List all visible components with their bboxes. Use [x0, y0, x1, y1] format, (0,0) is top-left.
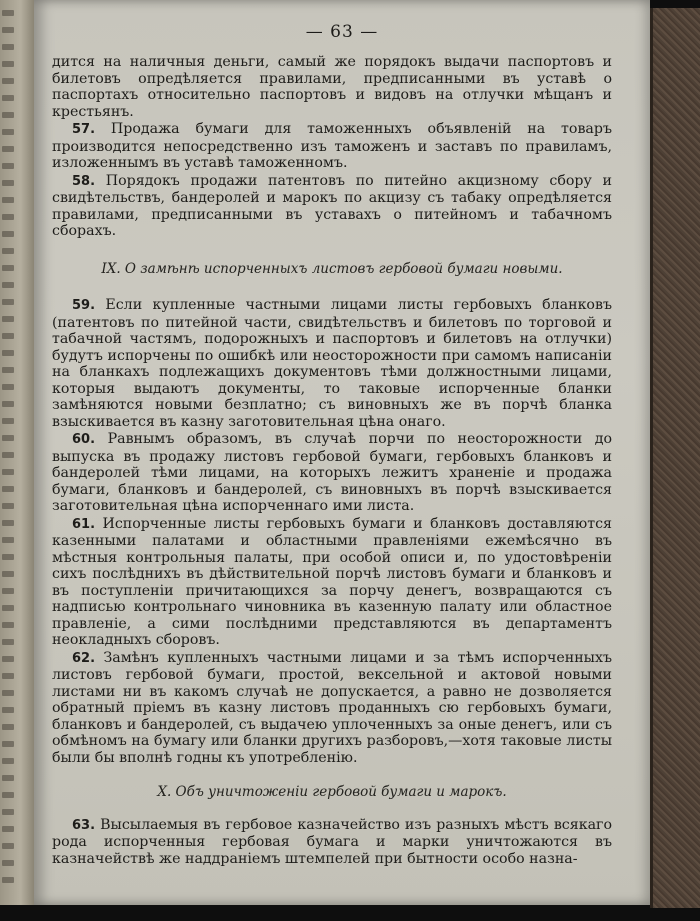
text-fragment — [2, 44, 14, 50]
article-paragraph — [52, 431, 612, 515]
text-fragment — [2, 469, 14, 475]
paragraph-text: дится на наличныя деньги, самый же порядокъ выдачи паспортовъ и билетовъ опредѣляется правилами, предписанными въ уставѣ о паспортахъ относительно паспортовъ и видовъ на отлучки мѣщанъ и крестьянъ. — [52, 54, 612, 120]
page-text — [52, 54, 612, 868]
article-number: 58. — [72, 173, 96, 189]
text-fragment — [2, 350, 14, 356]
text-fragment — [2, 503, 14, 509]
text-fragment — [2, 758, 14, 764]
text-fragment — [2, 163, 14, 169]
book-cover-edge — [650, 8, 700, 908]
article-paragraph — [52, 817, 612, 868]
text-fragment — [2, 435, 14, 441]
text-fragment — [2, 826, 14, 832]
article-number: 60. — [72, 432, 96, 447]
paragraph-text: Равнымъ образомъ, въ случаѣ порчи по неосторожности до выпуска въ продажу листовъ гербовой бумаги, гербовыхъ бланковъ и бандеролей тѣми лицами, на которыхъ лежитъ храненіе и продажа бумаги, бланковъ и бандеролей, съ виновныхъ въ порчѣ взыскивается заготовительная цѣна испорченнаго ими листа. — [52, 431, 613, 514]
text-fragment — [2, 418, 14, 424]
text-fragment — [2, 129, 14, 135]
text-fragment — [2, 248, 14, 254]
article-number: 57. — [72, 122, 96, 137]
text-fragment — [2, 707, 14, 713]
article-number: 59. — [72, 298, 96, 313]
text-fragment — [2, 214, 14, 220]
text-fragment — [2, 673, 14, 679]
text-fragment — [2, 877, 14, 883]
text-fragment — [2, 146, 14, 152]
text-fragment — [2, 639, 14, 645]
section-heading: X. Объ уничтоженіи гербовой бумаги и марокъ. — [157, 784, 507, 800]
article-number: 61. — [72, 516, 96, 532]
article-paragraph — [52, 173, 612, 240]
article-number: 63. — [72, 817, 96, 833]
text-fragment — [2, 61, 14, 67]
text-fragment — [2, 10, 14, 16]
text-fragment — [2, 112, 14, 118]
text-fragment — [2, 78, 14, 84]
article-paragraph — [52, 297, 612, 430]
text-fragment — [2, 197, 14, 203]
text-fragment — [2, 537, 14, 543]
text-fragment — [2, 656, 14, 662]
page-number: — 63 — — [305, 22, 379, 42]
text-fragment — [2, 333, 14, 339]
text-fragment — [2, 588, 14, 594]
text-fragment — [2, 95, 14, 101]
paragraph-text: Порядокъ продажи патентовъ по питейно акцизному сбору и свидѣтельствъ, бандеролей и марокъ по акцизу съ табаку опредѣляется правилами, предписанными въ уставахъ о питейномъ и табачномъ сборахъ. — [52, 172, 612, 239]
text-fragment — [2, 316, 14, 322]
paragraph-text: Высылаемыя въ гербовое казначейство изъ разныхъ мѣстъ всякаго рода испорченныя гербовая бумага и марки уничтожаются въ казначействѣ же наддраніемъ штемпелей при бытности особо назна- — [52, 816, 612, 867]
paragraph-text: Испорченные листы гербовыхъ бумаги и бланковъ доставляются казенными палатами и областными правленіями ежемѣсячно въ мѣстныя контрольныя палаты, при особой описи и, по удостовѣреніи сихъ послѣднихъ въ дѣйствительной порчѣ листовъ бумаги и бланковъ и въ поступленіи причитающихся за порчу денегъ, возвращаются съ надписью контрольнаго чиновника въ казенную палату или областное правленіе, а сими послѣдними представляются въ департаментъ неокладныхъ сборовъ. — [52, 515, 612, 648]
previous-page-text-fragments — [2, 0, 30, 905]
text-fragment — [2, 605, 14, 611]
text-fragment — [2, 843, 14, 849]
section-heading: IX. О замѣнѣ испорченныхъ листовъ гербовой бумаги новыми. — [101, 260, 563, 277]
text-fragment — [2, 520, 14, 526]
text-fragment — [2, 231, 14, 237]
book-page — [34, 0, 650, 905]
text-fragment — [2, 282, 14, 288]
text-fragment — [2, 724, 14, 730]
text-fragment — [2, 384, 14, 390]
article-paragraph — [52, 516, 612, 649]
text-fragment — [2, 571, 14, 577]
text-fragment — [2, 452, 14, 458]
text-fragment — [2, 792, 14, 798]
paragraph-text: Замѣнъ купленныхъ частными лицами и за тѣмъ испорченныхъ листовъ гербовой бумаги, простой, вексельной и актовой новыми листами ни въ какомъ случаѣ не допускается, а равно не дозволяется обратный пріемъ въ казну листовъ проданныхъ сю гербовыхъ бумаги, бланковъ и бандеролей, съ выдачею уплоченныхъ за оные денегъ, или съ обмѣномъ на бумагу или бланки другихъ разборовъ,—хотя таковые листы были бы вполнѣ годны къ употребленію. — [52, 649, 613, 766]
text-fragment — [2, 401, 14, 407]
text-fragment — [2, 486, 14, 492]
text-fragment — [2, 27, 14, 33]
article-paragraph — [52, 650, 612, 767]
previous-page-edge — [0, 0, 36, 905]
text-fragment — [2, 741, 14, 747]
text-fragment — [2, 265, 14, 271]
text-fragment — [2, 690, 14, 696]
continued-paragraph — [52, 54, 612, 120]
text-fragment — [2, 299, 14, 305]
text-fragment — [2, 622, 14, 628]
text-fragment — [2, 554, 14, 560]
text-fragment — [2, 775, 14, 781]
article-paragraph — [52, 121, 612, 172]
text-fragment — [2, 860, 14, 866]
text-fragment — [2, 180, 14, 186]
article-number: 62. — [72, 650, 96, 666]
paragraph-text: Если купленные частными лицами листы гербовыхъ бланковъ (патентовъ по питейной части, свидѣтельствъ и билетовъ по торговой и табачной частямъ, подорожныхъ и паспортовъ и билетовъ на отлучки) будутъ испорчены по ошибкѣ или неосторожности при самомъ написаніи на бланкахъ подлежащихъ документовъ тѣми должностными лицами, которыя выдаютъ документы, то таковые испорченные бланки замѣняются новыми безплатно; съ виновныхъ же въ порчѣ бланка взыскивается въ казну заготовительная цѣна онаго. — [52, 297, 612, 430]
text-fragment — [2, 809, 14, 815]
paragraph-text: Продажа бумаги для таможенныхъ объявленій на товаръ производится непосредственно изъ таможенъ и заставъ по правиламъ, изложеннымъ въ уставѣ таможенномъ. — [52, 121, 612, 171]
text-fragment — [2, 367, 14, 373]
